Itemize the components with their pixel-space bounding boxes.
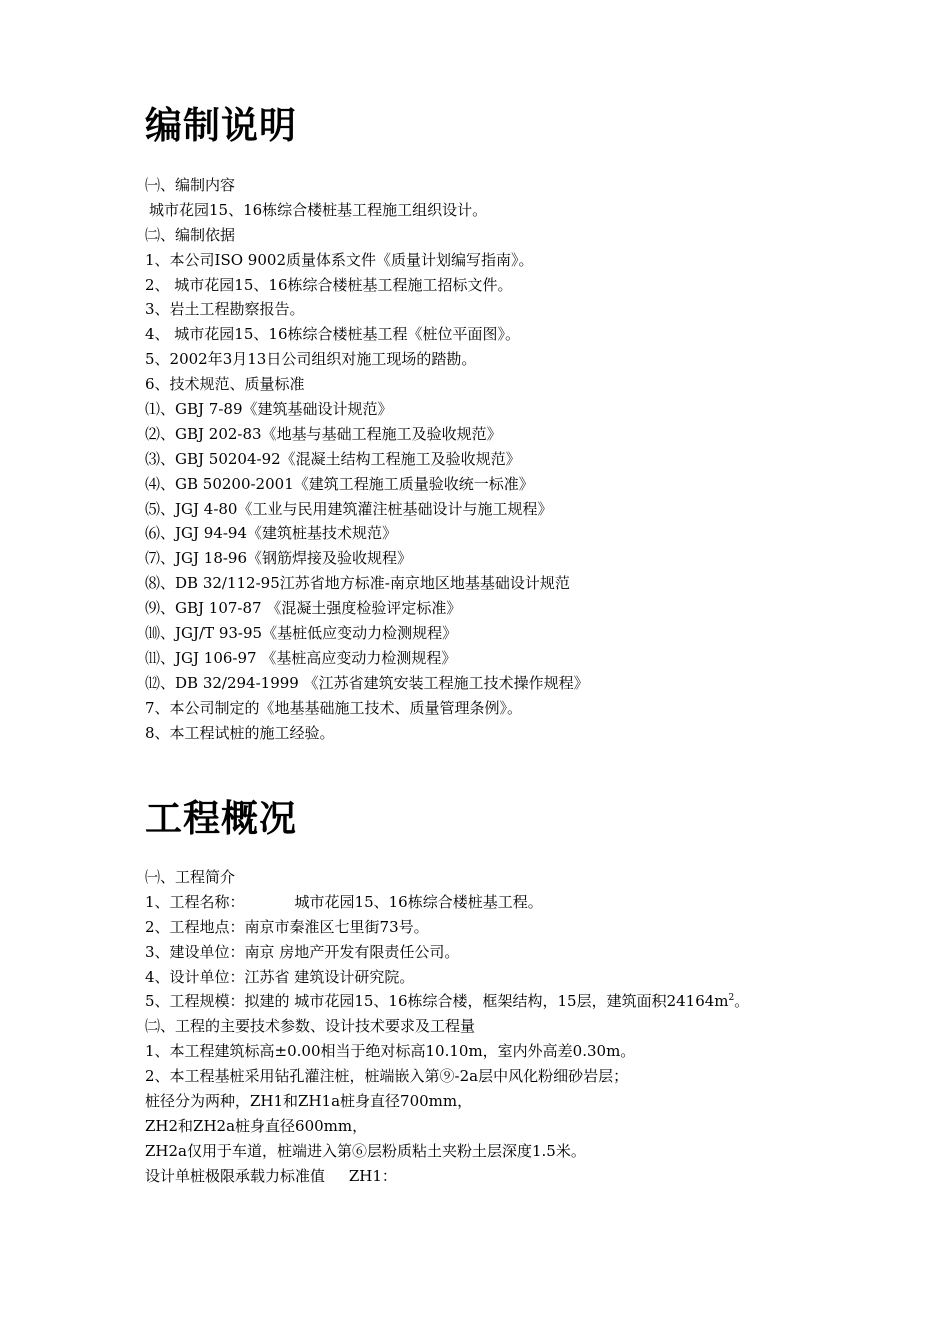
overview-body xyxy=(145,865,910,1189)
text-line: 设计单桩极限承载力标准值 ZH1： xyxy=(145,1166,397,1185)
text-line: 2、 城市花园15、16栋综合楼桩基工程施工招标文件。 xyxy=(145,275,513,294)
project-name-value: 城市花园15、16栋综合楼桩基工程。 xyxy=(294,892,543,911)
superscript: 2 xyxy=(728,993,735,1004)
section-title-overview: 工程概况 xyxy=(145,797,297,840)
text-line: 桩径分为两种，ZH1和ZH1a桩身直径700mm， xyxy=(145,1092,473,1111)
text-line: 7、本公司制定的《地基基础施工技术、质量管理条例》。 xyxy=(145,698,523,717)
text-line: 2、工程地点：南京市秦淮区七里街73号。 xyxy=(145,917,429,936)
standard-item: ⑾、JGJ 106-97 《基桩高应变动力检测规程》 xyxy=(145,648,457,667)
text-line: 1、本公司ISO 9002质量体系文件《质量计划编写指南》。 xyxy=(145,250,534,269)
text-line: 4、 城市花园15、16栋综合楼桩基工程《桩位平面图》。 xyxy=(145,325,520,344)
text-line: ZH2a仅用于车道，桩端进入第⑥层粉质粘土夹粉土层深度1.5米。 xyxy=(145,1141,586,1160)
section-title-compilation: 编制说明 xyxy=(145,104,297,147)
standard-item: ⑻、DB 32/112-95江苏省地方标准-南京地区地基基础设计规范 xyxy=(145,574,570,593)
text-line: 3、岩土工程勘察报告。 xyxy=(145,300,305,319)
standard-item: ⑷、GB 50200-2001《建筑工程施工质量验收统一标准》 xyxy=(145,474,534,493)
punctuation: 。 xyxy=(734,992,750,1011)
text-line: 4、设计单位：江苏省 建筑设计研究院。 xyxy=(145,967,415,986)
standard-item: ⑺、JGJ 18-96《钢筋焊接及验收规程》 xyxy=(145,549,413,568)
standard-item: ⑴、GBJ 7-89《建筑基础设计规范》 xyxy=(145,400,393,419)
project-scale-line xyxy=(145,989,910,1014)
project-name-line xyxy=(145,890,910,915)
standard-item: ⑹、JGJ 94-94《建筑桩基技术规范》 xyxy=(145,524,398,543)
text-line: ㈠、编制内容 xyxy=(145,176,236,194)
text-line: 1、本工程建筑标高±0.00相当于绝对标高10.10m，室内外高差0.30m。 xyxy=(145,1042,636,1061)
text-line: 城市花园15、16栋综合楼桩基工程施工组织设计。 xyxy=(149,200,488,219)
text-line: 5、2002年3月13日公司组织对施工现场的踏勘。 xyxy=(145,350,477,369)
standard-item: ⑵、GBJ 202-83《地基与基础工程施工及验收规范》 xyxy=(145,424,502,443)
project-name-label: 1、工程名称： xyxy=(145,892,245,911)
text-line: ㈡、工程的主要技术参数、设计技术要求及工程量 xyxy=(145,1017,476,1036)
standard-item: ⑿、DB 32/294-1999 《江苏省建筑安装工程施工技术操作规程》 xyxy=(145,673,589,692)
standard-item: ⑸、JGJ 4-80《工业与民用建筑灌注桩基础设计与施工规程》 xyxy=(145,499,553,518)
standard-item: ⑼、GBJ 107-87 《混凝土强度检验评定标准》 xyxy=(145,599,462,618)
text-line: 8、本工程试桩的施工经验。 xyxy=(145,723,335,742)
project-scale-text: 5、工程规模：拟建的 城市花园15、16栋综合楼，框架结构，15层，建筑面积24164m xyxy=(145,992,729,1011)
text-line: ㈠、工程简介 xyxy=(145,868,236,886)
text-line: ZH2和ZH2a桩身直径600mm， xyxy=(145,1116,368,1135)
compilation-body xyxy=(145,173,910,745)
standard-item: ⑽、JGJ/T 93-95《基桩低应变动力检测规程》 xyxy=(145,624,458,643)
text-line: 6、技术规范、质量标准 xyxy=(145,375,305,394)
text-line: 2、本工程基桩采用钻孔灌注桩，桩端嵌入第⑨-2a层中风化粉细砂岩层； xyxy=(145,1067,629,1086)
text-line: 3、建设单位：南京 房地产开发有限责任公司。 xyxy=(145,942,460,961)
text-line: ㈡、编制依据 xyxy=(145,225,236,244)
standard-item: ⑶、GBJ 50204-92《混凝土结构工程施工及验收规范》 xyxy=(145,449,521,468)
